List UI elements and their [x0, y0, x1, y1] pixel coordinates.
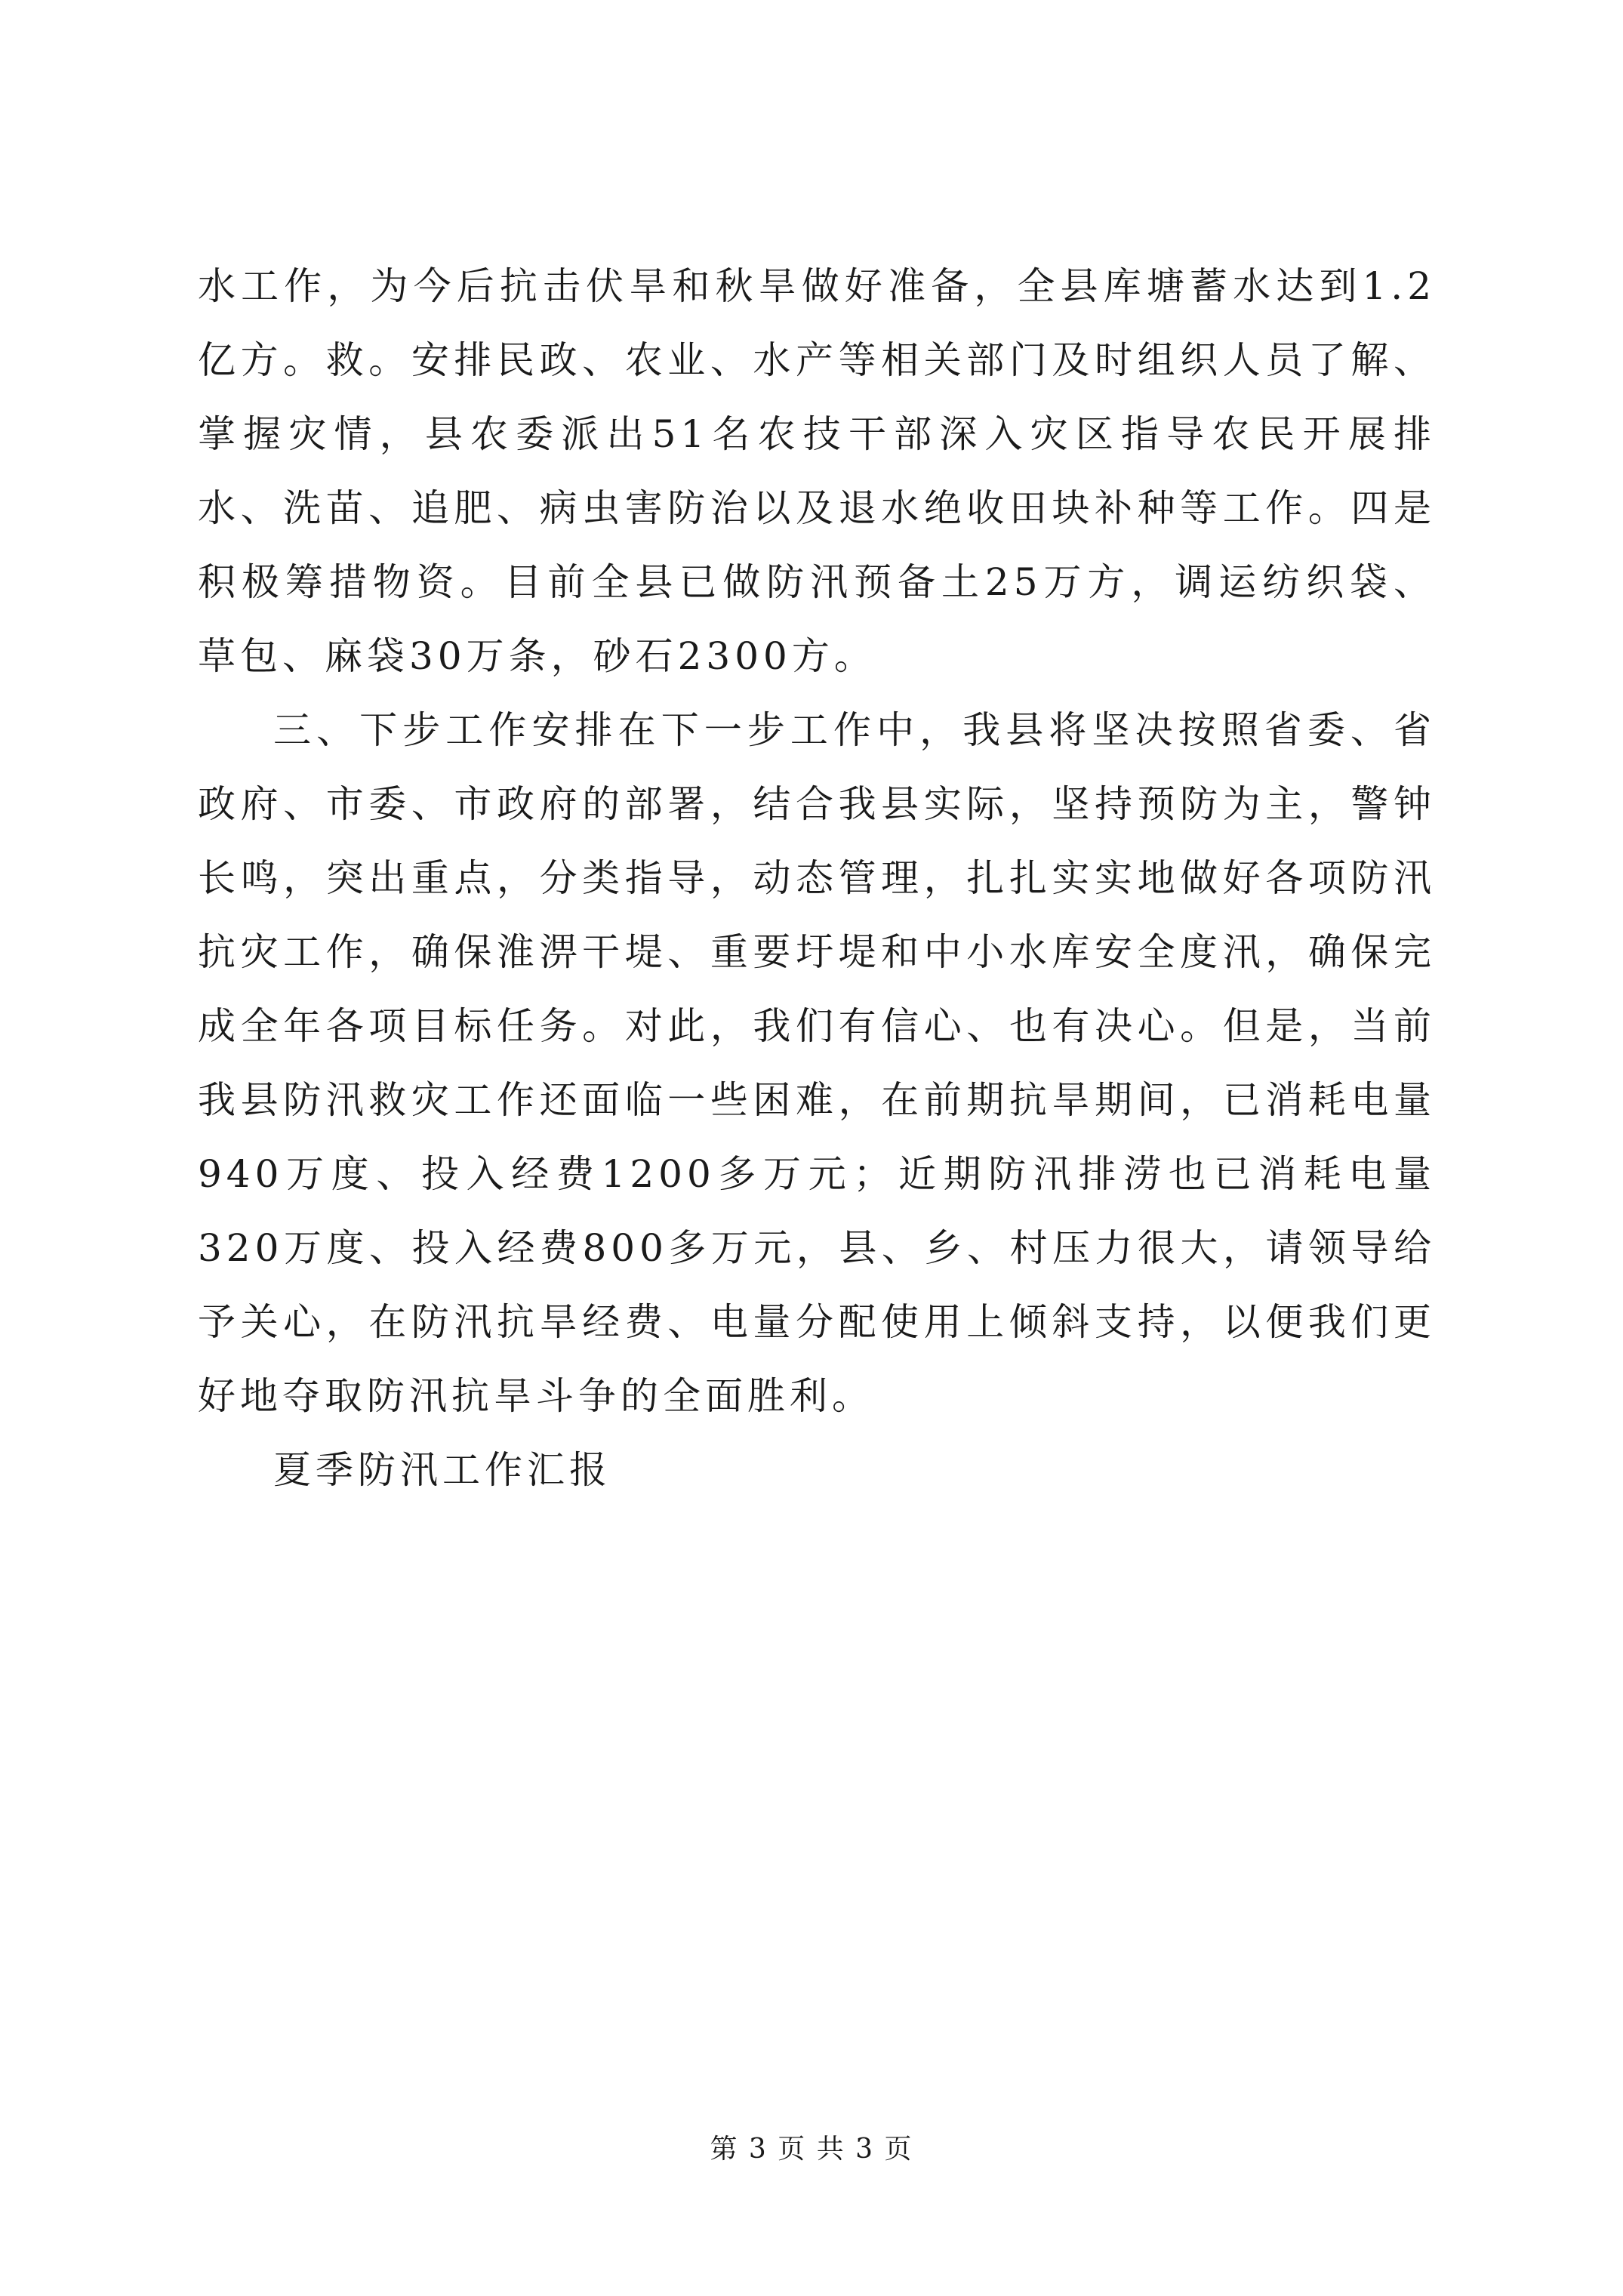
- paragraph-title-line: 夏季防汛工作汇报: [273, 1448, 611, 1492]
- paragraph-continuation: 水工作，为今后抗击伏旱和秋旱做好准备，全县库塘蓄水达到1.2亿方。救。安排民政、农业、水产等相关部门及时组织人员了解、掌握灾情，县农委派出51名农技干部深入灾区指导农民开展排水、洗苗、追肥、病虫害防治以及退水绝收田块补种等工作。四是积极筹措物资。目前全县已做防汛预备土25万方，调运纺织袋、草包、麻袋30万条，砂石2300方。: [198, 264, 1436, 678]
- document-body: [198, 249, 1436, 1507]
- paragraph-next-steps: 三、下步工作安排在下一步工作中，我县将坚决按照省委、省政府、市委、市政府的部署，结合我县实际，坚持预防为主，警钟长鸣，突出重点，分类指导，动态管理，扎扎实实地做好各项防汛抗灾工作，确保淮淠干堤、重要圩堤和中小水库安全度汛，确保完成全年各项目标任务。对此，我们有信心、也有决心。但是，当前我县防汛救灾工作还面临一些困难，在前期抗旱期间，已消耗电量940万度、投入经费1200多万元；近期防汛排涝也已消耗电量320万度、投入经费800多万元，县、乡、村压力很大，请领导给予关心，在防汛抗旱经费、电量分配使用上倾斜支持，以便我们更好地夺取防汛抗旱斗争的全面胜利。: [198, 708, 1436, 1418]
- page-footer: 第 3 页 共 3 页: [710, 2134, 913, 2165]
